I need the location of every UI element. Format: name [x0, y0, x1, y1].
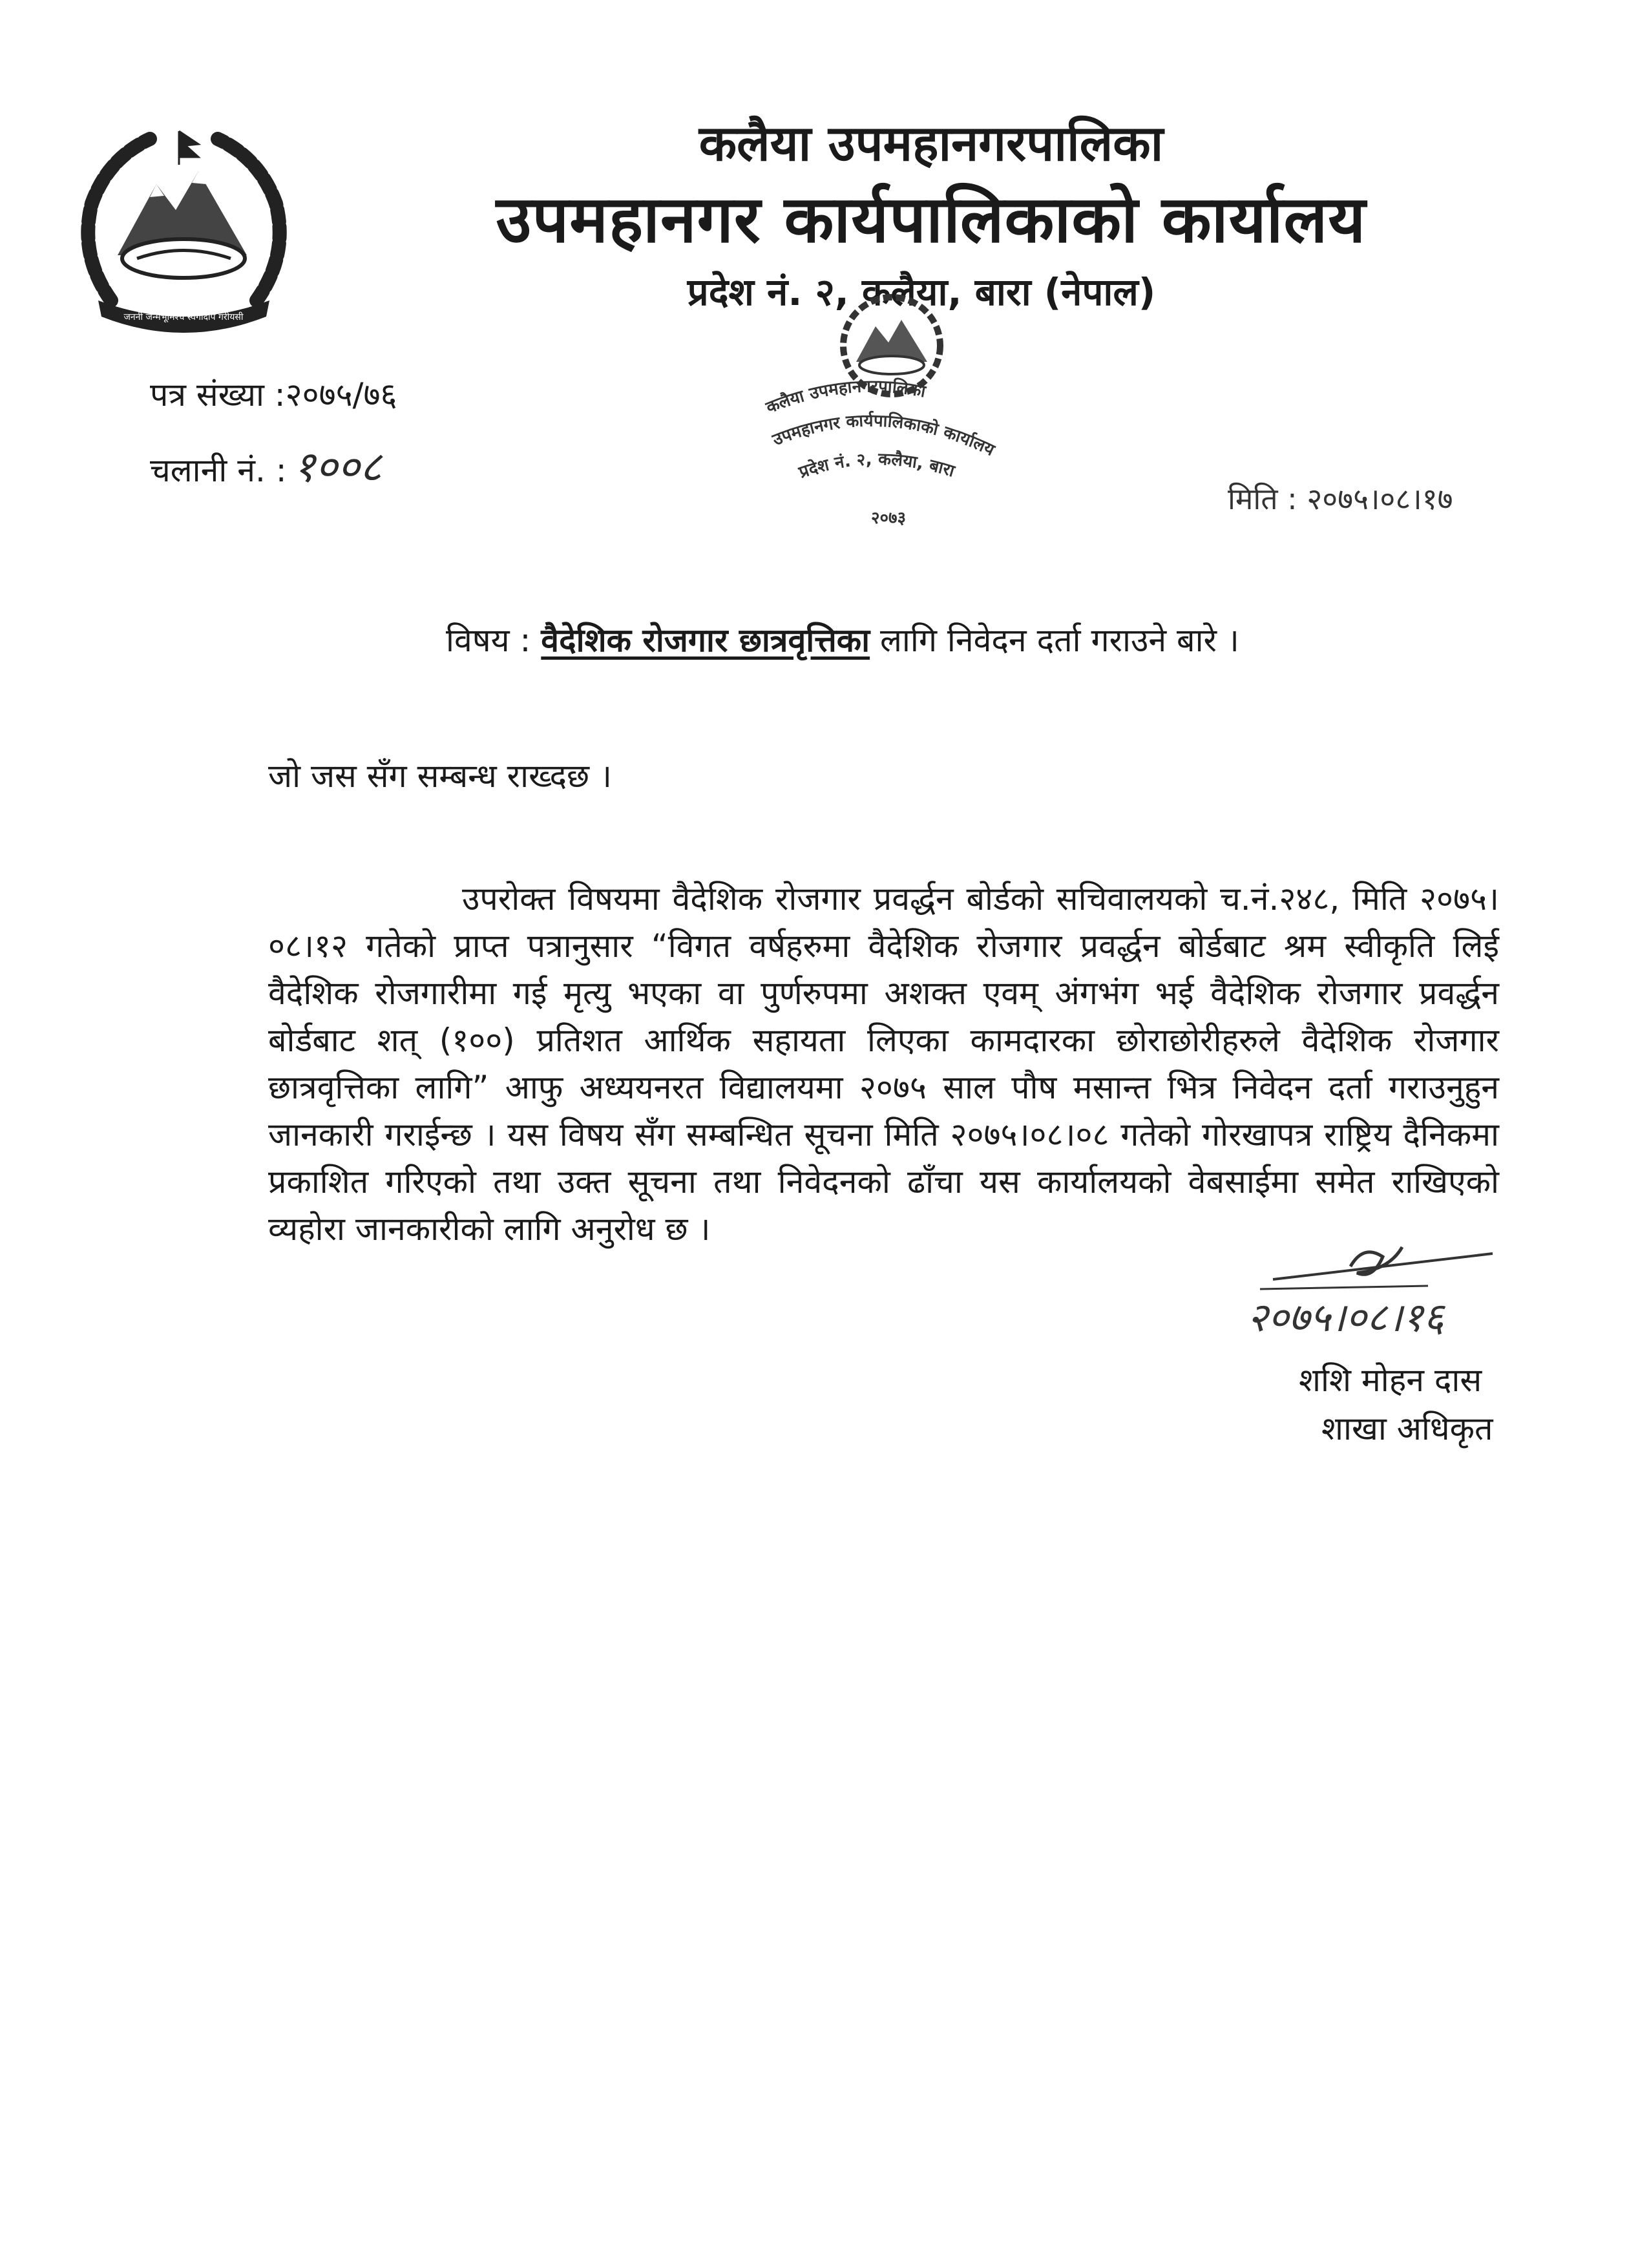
stamp-line-1: कलैया उपमहानगरपालिका: [763, 377, 927, 418]
emblem-motto: जननी जन्मभूमिश्च स्वर्गादपि गरीयसी: [123, 312, 244, 322]
letter-number: [150, 372, 397, 415]
subject-rest: लागि निवेदन दर्ता गराउने बारे ।: [880, 622, 1239, 659]
svg-text:कलैया उपमहानगरपालिका: [763, 377, 928, 418]
date-label: मिति :: [1228, 481, 1297, 516]
signatory-title: शाखा अधिकृत: [1321, 1410, 1493, 1447]
office-name: उपमहानगर कार्यपालिकाको कार्यालय: [496, 182, 1367, 257]
subject-label: विषय :: [446, 622, 531, 659]
letter-number-value: २०७५/७६: [285, 376, 397, 414]
letter-date: [1228, 478, 1453, 518]
signature-handwritten-date: २०७५।०८।१६: [1247, 1294, 1444, 1341]
office-stamp: [743, 284, 1040, 536]
municipality-name: कलैया उपमहानगरपालिका: [698, 114, 1164, 172]
stamp-year: २०७३: [870, 509, 907, 528]
subject-underlined: वैदेशिक रोजगार छात्रवृत्तिका: [541, 622, 870, 659]
stamp-line-2: उपमहानगर कार्यपालिकाको कार्यालय: [770, 411, 998, 461]
salutation: जो जस सँग सम्बन्ध राख्दछ ।: [268, 757, 612, 795]
date-value: २०७५।०८।१७: [1307, 481, 1453, 516]
letter-body: उपरोक्त विषयमा वैदेशिक रोजगार प्रवर्द्धन बोर्डको सचिवालयको च.नं.२४८, मिति २०७५।०८।१२ गतेको प्राप्त पत्रानुसार “विगत वर्षहरुमा वैदेशिक रोजगार प्रवर्द्धन बोर्डबाट श्रम स्वीकृति लिई वैदेशिक रोजगारीमा गई मृत्यु भएका वा पुर्णरुपमा अशक्त एवम् अंगभंग भई वैदेशिक रोजगार प्रवर्द्धन बोर्डबाट शत् (१००) प्रतिशत आर्थिक सहायता लिएका कामदारका छोराछोरीहरुले वैदेशिक रोजगार छात्रवृत्तिका लागि” आफु अध्ययनरत विद्यालयमा २०७५ साल पौष मसान्त भित्र निवेदन दर्ता गराउनुहुन जानकारी गराईन्छ । यस विषय सँग सम्बन्धित सूचना मिति २०७५।०८।०८ गतेको गोरखापत्र राष्ट्रिय दैनिकमा प्रकाशित गरिएको तथा उक्त सूचना तथा निवेदनको ढाँचा यस कार्यालयको वेबसाईमा समेत राखिएको व्यहोरा जानकारीको लागि अनुरोध छ ।: [268, 880, 1499, 1248]
letter-number-label: पत्र संख्या :: [150, 376, 286, 414]
dispatch-number-label: चलानी नं. :: [150, 452, 287, 489]
svg-text:प्रदेश नं. २, कलैया, बारा: [796, 450, 958, 483]
signatory-name: शशि मोहन दास: [1299, 1361, 1482, 1399]
office-address: प्रदेश नं. २, कलैया, बारा (नेपाल): [687, 270, 1156, 314]
dispatch-number: [150, 436, 382, 494]
dispatch-number-value: १००८: [293, 442, 382, 492]
signature-mark: [1234, 1241, 1538, 1357]
stamp-line-3: प्रदेश नं. २, कलैया, बारा: [796, 450, 957, 483]
subject-line: [446, 617, 1239, 661]
